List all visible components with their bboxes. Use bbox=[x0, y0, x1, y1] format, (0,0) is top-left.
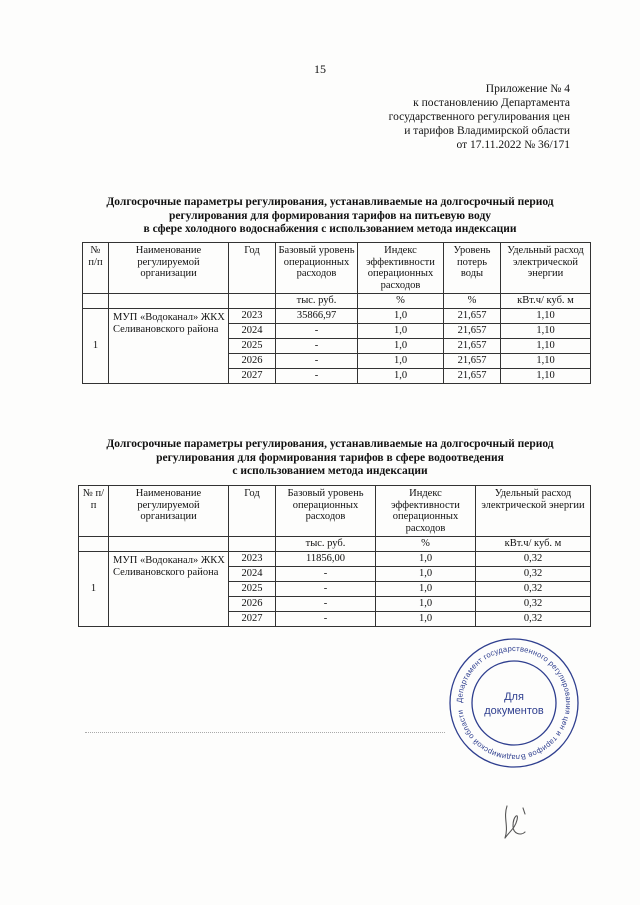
unit-energy: кВт.ч/ куб. м bbox=[501, 294, 591, 309]
cell-base: - bbox=[276, 612, 376, 627]
cell-loss: 21,657 bbox=[444, 354, 501, 369]
stamp-ring-text bbox=[455, 644, 573, 762]
header-efficiency-index: Индекс эффективности операционных расходов bbox=[358, 243, 444, 294]
cell-energy: 1,10 bbox=[501, 354, 591, 369]
units-empty bbox=[79, 537, 109, 552]
header-year: Год bbox=[229, 486, 276, 537]
cell-year: 2024 bbox=[229, 324, 276, 339]
cell-base: - bbox=[276, 582, 376, 597]
cell-base: - bbox=[276, 567, 376, 582]
stamp-center-text: документов bbox=[484, 705, 544, 717]
appendix-block bbox=[320, 82, 570, 152]
cell-index: 1,0 bbox=[358, 369, 444, 384]
page-number: 15 bbox=[314, 62, 326, 76]
handwritten-signature bbox=[495, 798, 535, 848]
title-line: Долгосрочные параметры регулирования, устанавливаемые на долгосрочный период bbox=[106, 438, 554, 450]
cell-energy: 1,10 bbox=[501, 339, 591, 354]
stamp-ring-textpath: Департамент государственного регулирования цен и тарифов Владимирской области bbox=[454, 643, 574, 763]
header-org: Наименование регулируемой организации bbox=[109, 486, 229, 537]
header-water-loss: Уровень потерь воды bbox=[444, 243, 501, 294]
wastewater-params-table bbox=[78, 485, 591, 627]
header-energy-consumption: Удельный расход электрической энергии bbox=[476, 486, 591, 537]
cell-energy: 0,32 bbox=[476, 597, 591, 612]
official-stamp bbox=[448, 637, 580, 769]
cell-year: 2026 bbox=[229, 354, 276, 369]
cell-year: 2023 bbox=[229, 552, 276, 567]
header-energy-consumption: Удельный расход электрической энергии bbox=[501, 243, 591, 294]
stamp-outer-ring bbox=[450, 639, 578, 767]
water-supply-params-table bbox=[82, 242, 591, 384]
appendix-line: Приложение № 4 bbox=[485, 83, 570, 95]
title-line: Долгосрочные параметры регулирования, устанавливаемые на долгосрочный период bbox=[106, 196, 554, 208]
header-base-level: Базовый уровень операционных расходов bbox=[276, 243, 358, 294]
cell-energy: 1,10 bbox=[501, 324, 591, 339]
cell-energy: 0,32 bbox=[476, 582, 591, 597]
header-year: Год bbox=[229, 243, 276, 294]
cell-loss: 21,657 bbox=[444, 339, 501, 354]
units-empty bbox=[229, 537, 276, 552]
cell-year: 2026 bbox=[229, 597, 276, 612]
cell-energy: 0,32 bbox=[476, 612, 591, 627]
cell-year: 2025 bbox=[229, 582, 276, 597]
cell-year: 2025 bbox=[229, 339, 276, 354]
cell-year: 2023 bbox=[229, 309, 276, 324]
cell-index: 1,0 bbox=[358, 309, 444, 324]
table-row bbox=[79, 552, 591, 567]
unit-base: тыс. руб. bbox=[276, 537, 376, 552]
title-line: регулирования для формирования тарифов в сфере водоотведения bbox=[156, 451, 504, 464]
cell-base: - bbox=[276, 597, 376, 612]
units-empty bbox=[229, 294, 276, 309]
unit-energy: кВт.ч/ куб. м bbox=[476, 537, 591, 552]
cell-base: - bbox=[276, 369, 358, 384]
title-line: в сфере холодного водоснабжения с использованием метода индексации bbox=[143, 223, 517, 235]
cell-base: 35866,97 bbox=[276, 309, 358, 324]
cell-index: 1,0 bbox=[376, 612, 476, 627]
units-empty bbox=[109, 294, 229, 309]
cell-year: 2027 bbox=[229, 369, 276, 384]
stamp-center-text: Для bbox=[504, 691, 524, 703]
appendix-line: к постановлению Департамента bbox=[413, 97, 570, 109]
wastewater-section-title bbox=[70, 438, 590, 479]
cell-index: 1,0 bbox=[358, 324, 444, 339]
header-org: Наименование регулируемой организации bbox=[109, 243, 229, 294]
title-line: с использованием метода индексации bbox=[232, 465, 428, 477]
cell-index: 1,0 bbox=[376, 552, 476, 567]
cell-year: 2027 bbox=[229, 612, 276, 627]
row-number: 1 bbox=[79, 552, 109, 627]
table-row bbox=[83, 309, 591, 324]
header-num: № п/п bbox=[83, 243, 109, 294]
cell-loss: 21,657 bbox=[444, 369, 501, 384]
cell-base: - bbox=[276, 339, 358, 354]
cell-index: 1,0 bbox=[376, 597, 476, 612]
stamp-inner-ring bbox=[472, 661, 556, 745]
organization-name: МУП «Водоканал» ЖКХ Селивановского района bbox=[109, 309, 229, 384]
title-line: регулирования для формирования тарифов на питьевую воду bbox=[168, 209, 492, 222]
water-supply-section-title bbox=[70, 196, 590, 237]
row-number: 1 bbox=[83, 309, 109, 384]
header-num: № п/п bbox=[79, 486, 109, 537]
cell-base: 11856,00 bbox=[276, 552, 376, 567]
cell-energy: 0,32 bbox=[476, 567, 591, 582]
cell-loss: 21,657 bbox=[444, 309, 501, 324]
cell-index: 1,0 bbox=[358, 354, 444, 369]
dotted-divider bbox=[85, 732, 445, 733]
units-empty bbox=[83, 294, 109, 309]
appendix-line: от 17.11.2022 № 36/171 bbox=[456, 139, 570, 151]
appendix-line: государственного регулирования цен bbox=[388, 111, 570, 123]
organization-name: МУП «Водоканал» ЖКХ Селивановского района bbox=[109, 552, 229, 627]
unit-base: тыс. руб. bbox=[276, 294, 358, 309]
unit-loss: % bbox=[444, 294, 501, 309]
cell-index: 1,0 bbox=[358, 339, 444, 354]
cell-energy: 0,32 bbox=[476, 552, 591, 567]
cell-index: 1,0 bbox=[376, 567, 476, 582]
header-efficiency-index: Индекс эффективности операционных расходов bbox=[376, 486, 476, 537]
unit-index: % bbox=[376, 537, 476, 552]
cell-year: 2024 bbox=[229, 567, 276, 582]
cell-loss: 21,657 bbox=[444, 324, 501, 339]
cell-base: - bbox=[276, 324, 358, 339]
header-base-level: Базовый уровень операционных расходов bbox=[276, 486, 376, 537]
appendix-line: и тарифов Владимирской области bbox=[404, 125, 570, 137]
units-empty bbox=[109, 537, 229, 552]
cell-energy: 1,10 bbox=[501, 369, 591, 384]
cell-base: - bbox=[276, 354, 358, 369]
cell-energy: 1,10 bbox=[501, 309, 591, 324]
cell-index: 1,0 bbox=[376, 582, 476, 597]
unit-index: % bbox=[358, 294, 444, 309]
